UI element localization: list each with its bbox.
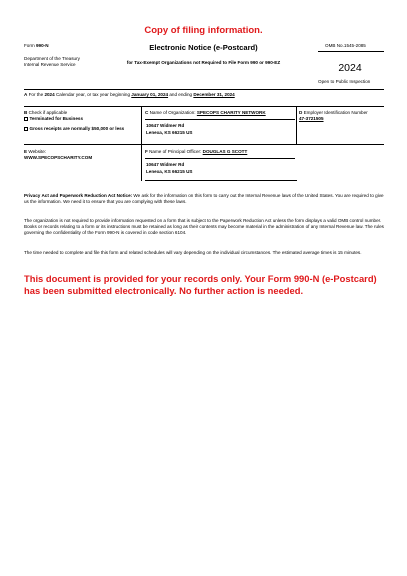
- gross-receipts-checkbox-row: [24, 126, 124, 132]
- submission-notice: This document is provided for your records only. Your Form 990-N (e-Postcard) has been submitted electronically. No further action is needed.: [24, 273, 377, 296]
- form-label: [24, 43, 49, 49]
- section-f-label: [145, 149, 247, 155]
- section-d-label-text: Employer Identification Number: [302, 110, 368, 115]
- privacy-heading: Privacy Act and Paperwork Reduction Act Notice:: [24, 193, 133, 198]
- website-value: WWW.SPECOPSCHARITY.COM: [24, 155, 93, 160]
- section-b-letter: B: [24, 110, 28, 115]
- row-a-letter: A: [24, 92, 28, 97]
- privacy-text-1: We ask for the information on this form to carry out the Internal Revenue laws of the United States. You are required to give us the information. We need it to ensure that you are complying with these laws.: [24, 193, 384, 205]
- form-subtitle: for Tax-Exempt Organizations not Required to File Form 990 or 990-EZ: [126, 60, 281, 65]
- section-f-divider: [145, 158, 295, 159]
- section-e-f-separator: [141, 144, 142, 181]
- terminated-label: Terminated for Business: [29, 116, 84, 121]
- section-f-letter: F: [145, 149, 148, 154]
- row-a-divider: [24, 106, 384, 107]
- privacy-paragraph-3: The time needed to complete and file this form and related schedules will vary depending on the individual circumstances. The estimated average times is 15 minutes.: [24, 250, 362, 255]
- section-c-letter: C: [145, 110, 149, 115]
- section-bcd-divider: [24, 144, 384, 145]
- open-to-public: Open to Public Inspection: [318, 79, 371, 84]
- principal-officer-name: DOUGLAS G SCOTT: [202, 149, 248, 154]
- section-c-label-text: Name of Organization:: [148, 110, 197, 115]
- filing-copy-banner: Copy of filing information.: [144, 25, 263, 36]
- organization-name: SPECOPS CHARITY NETWORK: [196, 110, 266, 115]
- row-a-tax-period: [24, 92, 235, 98]
- dept-line-2: Internal Revenue Service: [24, 62, 76, 67]
- tax-year: 2024: [338, 62, 362, 74]
- gross-receipts-label: Gross receipts are normally $50,000 or less: [29, 126, 125, 131]
- section-c-d-separator: [296, 106, 297, 144]
- section-b-label-text: Check if applicable: [27, 110, 68, 115]
- dept-line-1: Department of the Treasury: [24, 56, 80, 61]
- ein-value: 47-3721505: [299, 116, 324, 121]
- form-title: Electronic Notice (e-Postcard): [149, 43, 258, 52]
- form-prefix: Form: [24, 43, 36, 48]
- section-e-label-text: Website:: [27, 149, 47, 154]
- header-divider: [24, 89, 384, 90]
- terminated-checkbox[interactable]: [24, 117, 28, 121]
- omb-divider: [318, 51, 384, 52]
- officer-address-line-2: Lenexa, KS 66215 US: [146, 169, 193, 174]
- officer-address-line-1: 10647 Widmer Rd: [146, 162, 185, 167]
- row-a-text-2: Calendar year, or tax year beginning: [54, 92, 132, 97]
- terminated-checkbox-row: [24, 116, 83, 122]
- privacy-paragraph-1: [24, 193, 384, 205]
- org-address-line-2: Lenexa, KS 66215 US: [146, 130, 193, 135]
- section-f-label-text: Name of Principal Officer:: [147, 149, 203, 154]
- section-d-letter: D: [299, 110, 303, 115]
- form-number: 990-N: [36, 43, 49, 48]
- gross-receipts-checkbox[interactable]: [24, 127, 28, 131]
- row-a-text-1: For the: [27, 92, 45, 97]
- org-address-line-1: 10647 Widmer Rd: [146, 123, 185, 128]
- row-a-year: 2024: [44, 92, 55, 97]
- section-c-divider: [145, 119, 295, 120]
- section-f-bottom-divider: [145, 180, 297, 181]
- row-a-text-3: and ending: [168, 92, 194, 97]
- begin-date: January 01, 2024: [131, 92, 169, 97]
- section-c-label: [145, 110, 266, 116]
- section-b-c-separator: [141, 106, 142, 144]
- omb-number: OMB No.1545-2085: [325, 43, 366, 48]
- section-e-letter: E: [24, 149, 28, 154]
- end-date: December 31, 2024: [193, 92, 235, 97]
- privacy-paragraph-2: The organization is not required to provide information requested on a form that is subject to the Paperwork Reduction Act unless the form displays a valid OMB control number. Books or records relating to a form or its instructions must be retained as long as their contents may become material in the administration of any Internal Revenue law. The rules governing the confidentiality of the Form 990-N is covered in code section 6104.: [24, 218, 384, 236]
